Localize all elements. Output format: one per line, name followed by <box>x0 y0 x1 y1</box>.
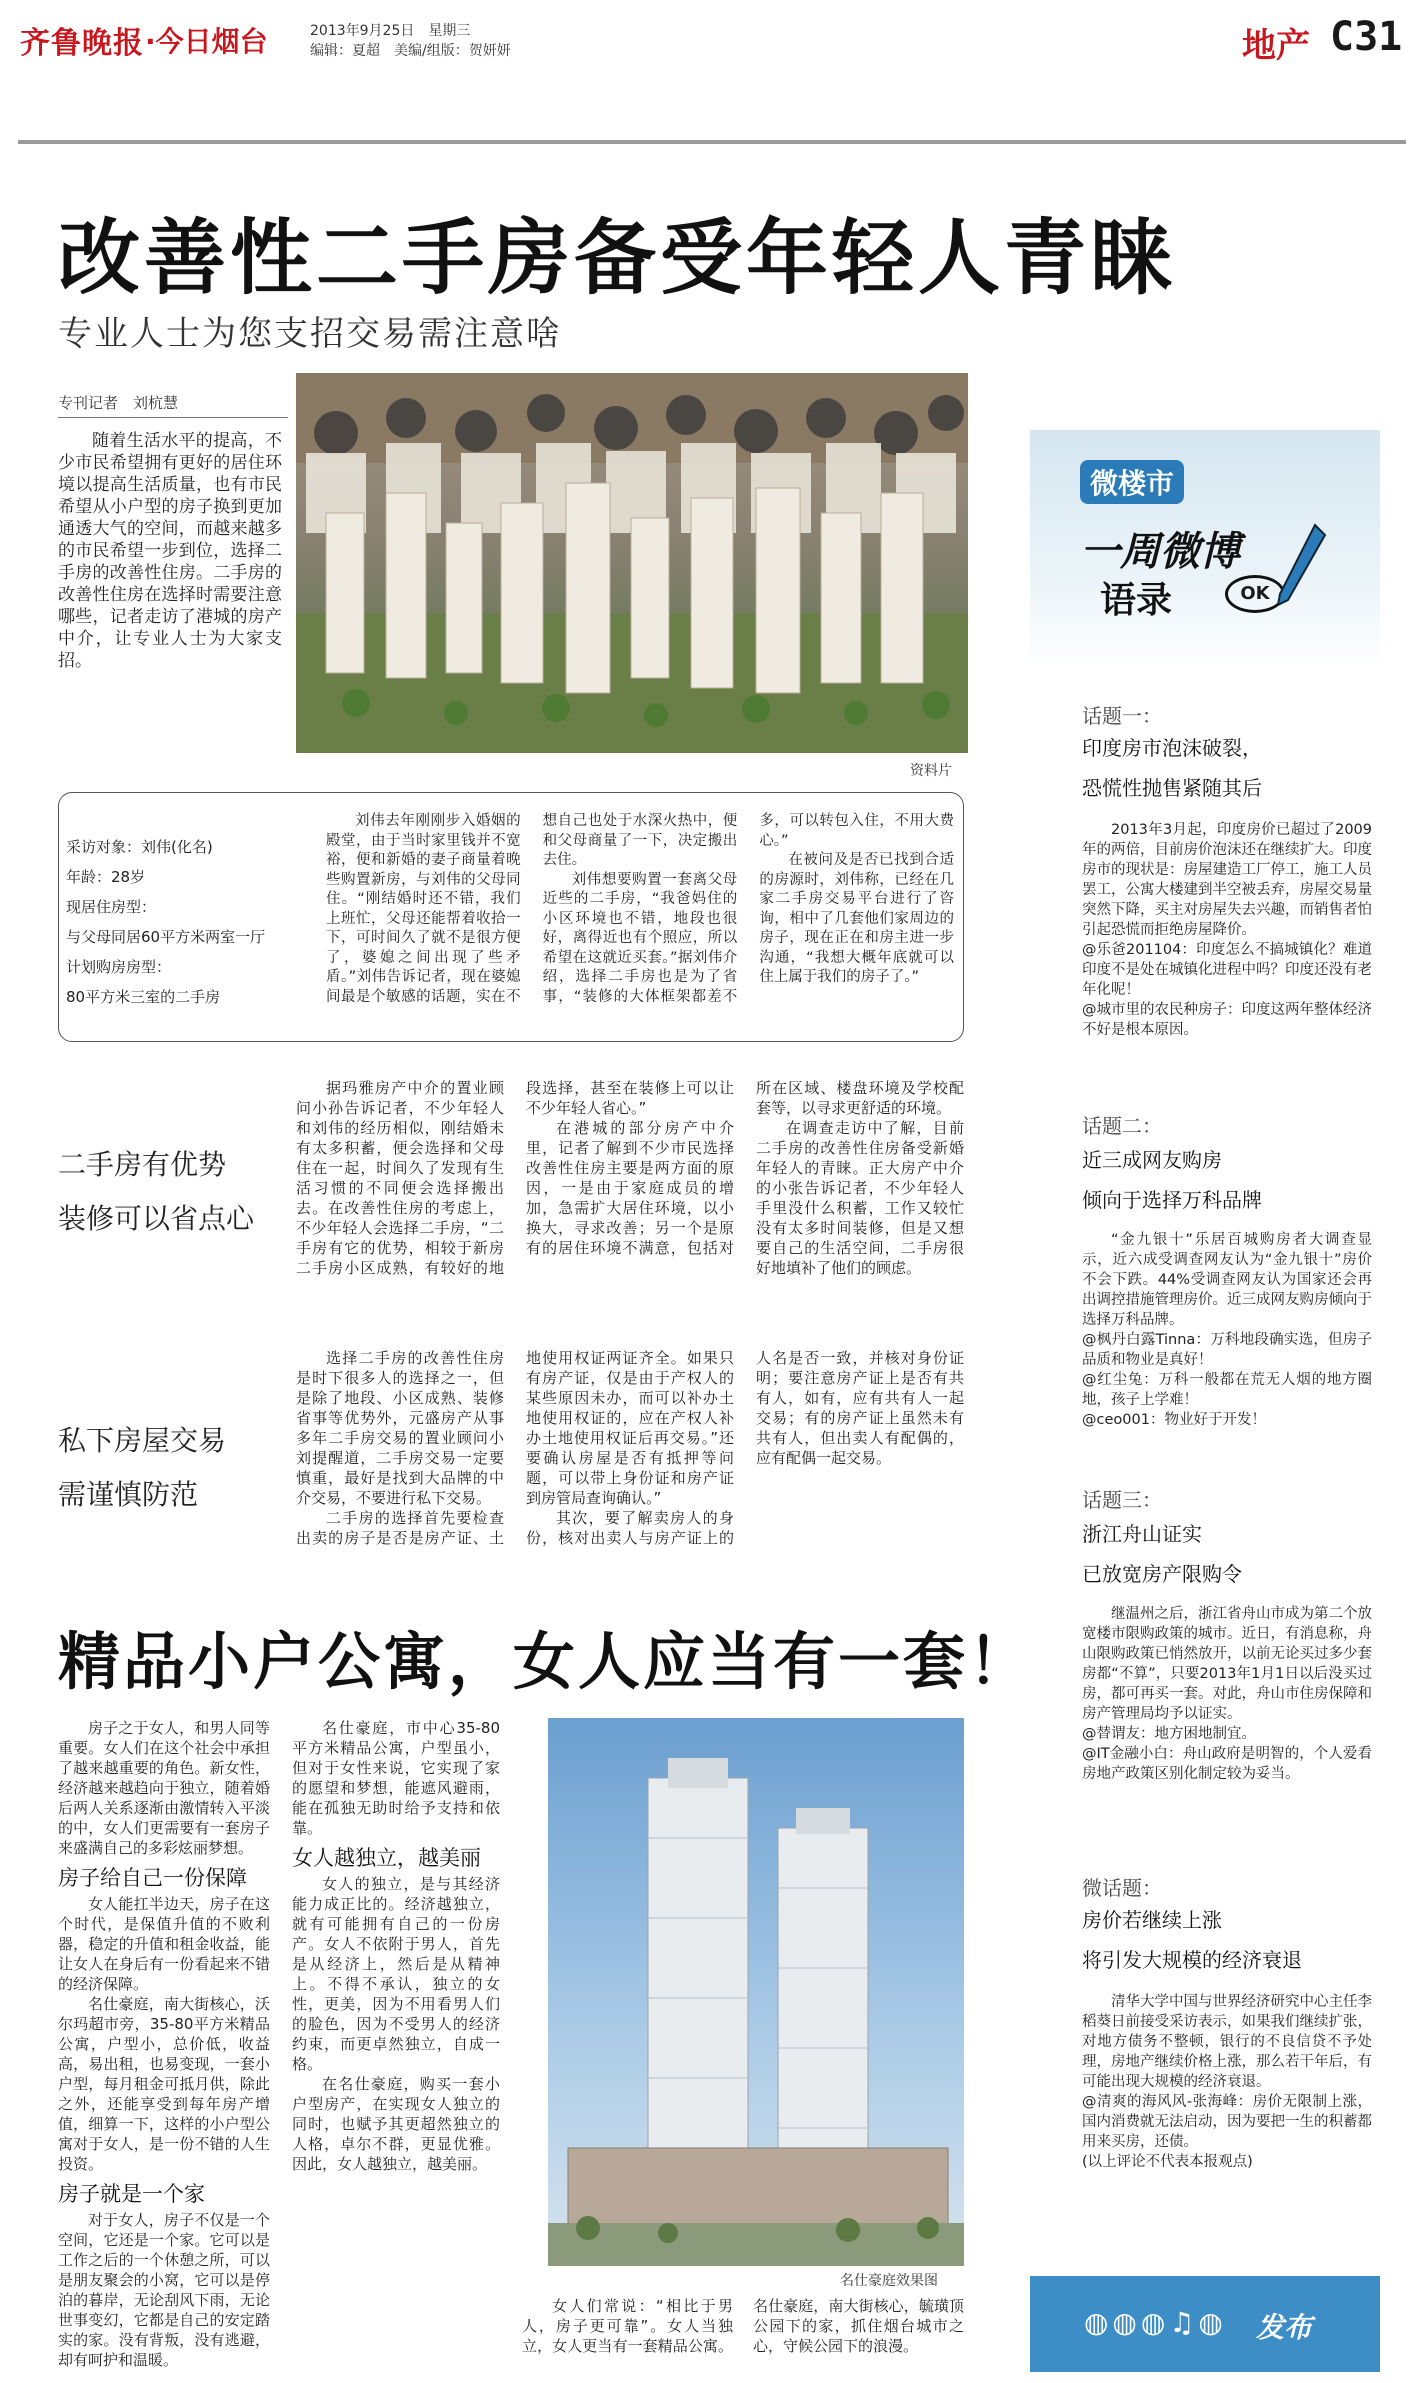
section1-title: 二手房有优势 装修可以省点心 <box>58 1148 255 1235</box>
topic3-body: 继温州之后，浙江省舟山市成为第二个放宽楼市限购政策的城市。近日，有消息称，舟山限购政策已悄然放开，以前无论买过多少套房都“不算”，只要2013年1月1日以后没买过房，都可再买一套。对此，舟山市住房保障和房产管理局均予以证实。 @替谓友：地方困地制宜。 @IT金融小白：舟山政府是明智的，个人爱看房地产政策区别化制定较为妥当。 <box>1082 1606 1372 1782</box>
twin-towers-illustration <box>548 1718 964 2266</box>
section1-paragraph: 据玛雅房产中介的置业顾问小孙告诉记者，不少年轻人和刘伟的经历相似，刚结婚未有太多积蓄，便会选择和父母住在一起，时间久了发现有生活习惯的不同便会选择搬出去。在改善性住房的考虑上，不少年轻人会选择二手房，“二手房有它的优势，相较于新房二手房小区成熟，有较好的地段选择，甚至在装修上可以让不少年轻人省心。” <box>296 1079 734 1277</box>
page-number: C31 <box>1330 14 1403 60</box>
box-paragraph: 在被问及是否已找到合适的房源时，刘伟称，已经在几家二手房交易平台进行了咨询，相中了几套他们家周边的房子，现在正在和房主进一步沟通，“我想大概年底就可以住上属于我们的房子了。” <box>759 852 954 985</box>
section1-paragraph: 在港城的部分房产中介里，记者了解到不少市民选择改善性住房主要是两方面的原因，一是由于家庭成员的增加，急需扩大居住环境，以小换大，寻求改善；另一个是原有的居住环境不满意，包括对所在区域、楼盘环境及学校配套等，以寻求更舒适的环境。 <box>526 1079 964 1257</box>
section1-body <box>296 1078 964 1308</box>
weibo-comment: @乐爸201104：印度怎么不搞城镇化？难道印度不是处在城镇化进程中吗？印度还没有老年化呢！ <box>1082 942 1372 998</box>
edition-name: ·今日烟台 <box>145 25 268 58</box>
article2-tail: 女人们常说：“相比于男人，房子更可靠”。女人当独立，女人更当有一套精品公寓。名仕豪庭，南大街核心，毓璜顶公园下的家，抓住烟台城市之心，守候公园下的浪漫。 <box>522 2297 964 2355</box>
section2-body <box>296 1348 964 1574</box>
section1-paragraph: 在调查走访中了解，目前二手房的改善性住房备受新婚年轻人的青睐。正大房产中介的小张告诉记者，不少年轻人手里没什么积蓄，工作又较忙没有太多时间装修，但是又想要自己的生活空间，二手房很好地填补了他们的顾虑。 <box>756 1119 964 1277</box>
building-rendering <box>548 1718 964 2266</box>
topic3-headline: 浙江舟山证实 已放宽房产限购令 <box>1082 1522 1242 1586</box>
article1-headline: 改善性二手房备受年轻人青睐 <box>58 211 1177 306</box>
weibo-comment: @清爽的海风风-张海峰：房价无限制上涨，国内消费就无法启动，因为要把一生的积蓄都用来买房，还债。 <box>1082 2094 1372 2150</box>
profile-current-label: 现居住房型： <box>66 898 157 916</box>
article2-col1: 房子之于女人，和男人同等重要。女人们在这个社会中承担了越来越重要的角色。新女性，经济越来越趋向于独立，随着婚后两人关系逐渐由激情转入平淡的中，女人们更需要有一套房子来盛满自己的多彩炫丽梦想。 房子给自己一份保障 女人能扛半边天，房子在这个时代，是保值升值的不败利器，稳定的升值和租金收益，能让女人在身后有一份看起来不错的经济保障。 名仕豪庭，南大街核心，沃尔玛超市旁，35-80平方米精品公寓，户型小，总价低，收益高，易出租，也易变现，一套小户型，每月租金可抵月供，除此之外，还能享受到每年房产增值，细算一下，这样的小户型公寓对于女人，是一份不错的人生投资。 房子就是一个家 对于女人，房子不仅是一个空间，它还是一个家。它可以是工作之后的一个休憩之所，可以是朋友聚会的小窝，它可以是停泊的暮岸，无论刮风下雨，无论世事变幻，它都是自己的安定踏实的家。没有背叛，没有逃避，却有呵护和温暖。 <box>58 1719 270 2369</box>
article2-headline: 精品小户公寓，女人应当有一套！ <box>58 1625 1034 1698</box>
topic1-label: 话题一： <box>1082 704 1162 728</box>
topic4-body: 清华大学中国与世界经济研究中心主任李稻葵日前接受采访表示，如果我们继续扩张，对地方债务不整顿，银行的不良信贷不予处理，房地产继续价格上涨，那么若干年后，有可能出现大规模的经济衰退。 @清爽的海风风-张海峰：房价无限制上涨，国内消费就无法启动，因为要把一生的积蓄都用来买房，还债。 (以上评论不代表本报观点) <box>1082 1994 1372 2170</box>
box-paragraph: 刘伟想要购置一套离父母近些的二手房，“我爸妈住的小区环境也不错，地段也很好，离得近也有个照应，所以希望在这就近买套。”据刘伟介绍，选择二手房也是为了省事，“装修的大体框架都差不多，可以转包入住，不用大费心。” <box>542 813 954 1005</box>
section2-title: 私下房屋交易 需谨慎防范 <box>58 1424 227 1511</box>
weibo-comment: @城市里的农民种房子：印度这两年整体经济不好是根本原因。 <box>1082 1002 1372 1038</box>
article2-sub1: 房子给自己一份保障 <box>58 1866 247 1890</box>
section-name: 地产 <box>1242 26 1310 66</box>
topic2-label: 话题二： <box>1082 1114 1162 1138</box>
weibo-comment: @枫丹白露Tinna：万科地段确实选，但房子品质和物业是真好！ <box>1082 1332 1372 1368</box>
weibo-title-a: 一周微博 <box>1080 529 1240 575</box>
topic2-body: “金九银十”乐居百城购房者大调查显示，近六成受调查网友认为“金九银十”房价不会下跌。44%受调查网友认为国家还会再出调控措施管理房价。近三成网友购房倾向于选择万科品牌。 @枫丹白露Tinna：万科地段确实选，但房子品质和物业是真好！ @红尘兔：万科一般都在荒无人烟的地方圈地，孩子上学难！ @ceo001：物业好于开发！ <box>1082 1232 1372 1428</box>
photo2-caption: 名仕豪庭效果图 <box>840 2273 938 2289</box>
share-icons: ◍◍◍♫◍ <box>1084 2306 1227 2339</box>
weibo-logo: 微楼市 <box>1080 460 1184 504</box>
masthead <box>0 0 1417 70</box>
article2-sub3: 女人越独立，越美丽 <box>292 1846 481 1870</box>
weibo-disclaimer: (以上评论不代表本报观点) <box>1082 2154 1253 2170</box>
weibo-comment: @替谓友：地方困地制宜。 <box>1082 1726 1256 1742</box>
staff-credits: 编辑：夏超 美编/组版：贺妍妍 <box>310 43 511 59</box>
article1-byline: 专刊记者 刘杭慧 <box>58 392 288 418</box>
section2-paragraph: 选择二手房的改善性住房是时下很多人的选择之一，但是除了地段、小区成熟、装修省事等优势外，元盛房产从事多年二手房交易的置业顾问小刘提醒道，二手房交易一定要慎重，最好是找到大品牌的中介交易，不要进行私下交易。 <box>296 1349 504 1507</box>
topic2-headline: 近三成网友购房 倾向于选择万科品牌 <box>1082 1148 1262 1212</box>
property-expo-illustration <box>296 373 968 753</box>
section2-paragraph: 其次，要了解卖房人的身份，核对出卖人与房产证上的人名是否一致，并核对身份证明；要注意房产证上是否有共有人，如有，应有共有人一起交易；有的房产证上虽然未有共有人，但出卖人有配偶的，应有配偶一起交易。 <box>526 1349 964 1547</box>
topic4-label: 微话题： <box>1082 1876 1162 1900</box>
profile-name: 采访对象：刘伟(化名) <box>66 838 213 856</box>
interview-box-text <box>326 812 954 1034</box>
article1-subheadline: 专业人士为您支招交易需注意啥 <box>58 314 562 354</box>
issue-date: 2013年9月25日 星期三 <box>310 23 471 39</box>
profile-age: 年龄：28岁 <box>66 868 146 886</box>
weibo-comment: @IT金融小白：舟山政府是明智的，个人爱看房地产政策区别化制定较为妥当。 <box>1082 1746 1372 1782</box>
topic1-headline: 印度房市泡沫破裂， 恐慌性抛售紧随其后 <box>1082 736 1262 800</box>
profile-plan-label: 计划购房房型： <box>66 958 172 976</box>
header-rule <box>18 140 1406 144</box>
property-expo-photo <box>296 373 968 753</box>
profile-plan: 80平方米三室的二手房 <box>66 988 221 1006</box>
publish-label: 发布 <box>1256 2311 1313 2344</box>
photo1-caption: 资料片 <box>910 763 952 779</box>
article2-sub2: 房子就是一个家 <box>58 2182 205 2206</box>
topic3-label: 话题三： <box>1082 1488 1162 1512</box>
profile-current: 与父母同居60平方米两室一厅 <box>66 928 266 946</box>
section2-paragraph: 二手房的选择首先要检查出卖的房子是否是房产证、土地使用权证两证齐全。如果只有房产证，仅是由于产权人的某些原因未办，而可以补办土地使用权证的，应在产权人补办土地使用权证后再交易。”还要确认房屋是否有抵押等问题，可以带上身份证和房产证到房管局查询确认。” <box>296 1349 734 1547</box>
weibo-comment: @红尘兔：万科一般都在荒无人烟的地方圈地，孩子上学难！ <box>1082 1372 1372 1408</box>
article2-col2: 名仕豪庭，市中心35-80平方米精品公寓，户型虽小，但对于女性来说，它实现了家的愿望和梦想，能遮风避雨，能在孤独无助时给予支持和依靠。 女人越独立，越美丽 女人的独立，是与其经济能力成正比的。经济越独立，就有可能拥有自己的一份房产。女人不依附于男人，首先是从经济上，然后是从精神上。不得不承认，独立的女性，更美，因为不用看男人们的脸色，因为不受男人的经济约束，而更卓然独立，自成一格。 在名仕豪庭，购买一套小户型房产，在实现女人独立的同时，也赋予其更超然独立的人格，卓尔不群，更显优雅。因此，女人越独立，越美丽。 <box>292 1719 500 2173</box>
interviewee-profile <box>66 832 296 1012</box>
ok-badge: OK <box>1225 575 1285 613</box>
article1-lead: 随着生活水平的提高，不少市民希望拥有更好的居住环境以提高生活质量，也有市民希望从小户型的房子换到更加通透大气的空间，而越来越多的市民希望一步到位，选择二手房的改善性住房。二手房的改善性住房在选择时需要注意哪些，记者走访了港城的房产中介，让专业人士为大家支招。 <box>58 431 282 671</box>
weibo-title-b: 语录 <box>1100 580 1173 621</box>
topic4-headline: 房价若继续上涨 将引发大规模的经济衰退 <box>1082 1908 1302 1972</box>
topic1-body: 2013年3月起，印度房价已超过了2009年的两倍，目前房价泡沫还在继续扩大。印度房市的现状是：房屋建造工厂停工，施工人员罢工，公寓大楼建到半空被丢弃，房屋交易量突然下降，买主对房屋失去兴趣，而销售者怕引起恐慌而拒绝房屋降价。 @乐爸201104：印度怎么不搞城镇化？难道印度不是处在城镇化进程中吗？印度还没有老年化呢！ @城市里的农民种房子：印度这两年整体经济不好是根本原因。 <box>1082 822 1372 1038</box>
box-paragraph: 刘伟去年刚刚步入婚姻的殿堂，由于当时家里钱并不宽裕，便和新婚的妻子商量着晚些购置新房，与刘伟的父母同住。“刚结婚时还不错，我们上班忙，父母还能帮着收拾一下，可时间久了就不是很方便了，婆媳之间出现了些矛盾。”刘伟告诉记者，现在婆媳间最是个敏感的话题，实在不想自己也处于水深火热中，便和父母商量了一下，决定搬出去住。 <box>326 813 738 1005</box>
weibo-comment: @ceo001：物业好于开发！ <box>1082 1412 1266 1428</box>
pen-icon <box>1270 520 1330 610</box>
newspaper-brand-logo: 齐鲁晚报 <box>20 26 144 61</box>
